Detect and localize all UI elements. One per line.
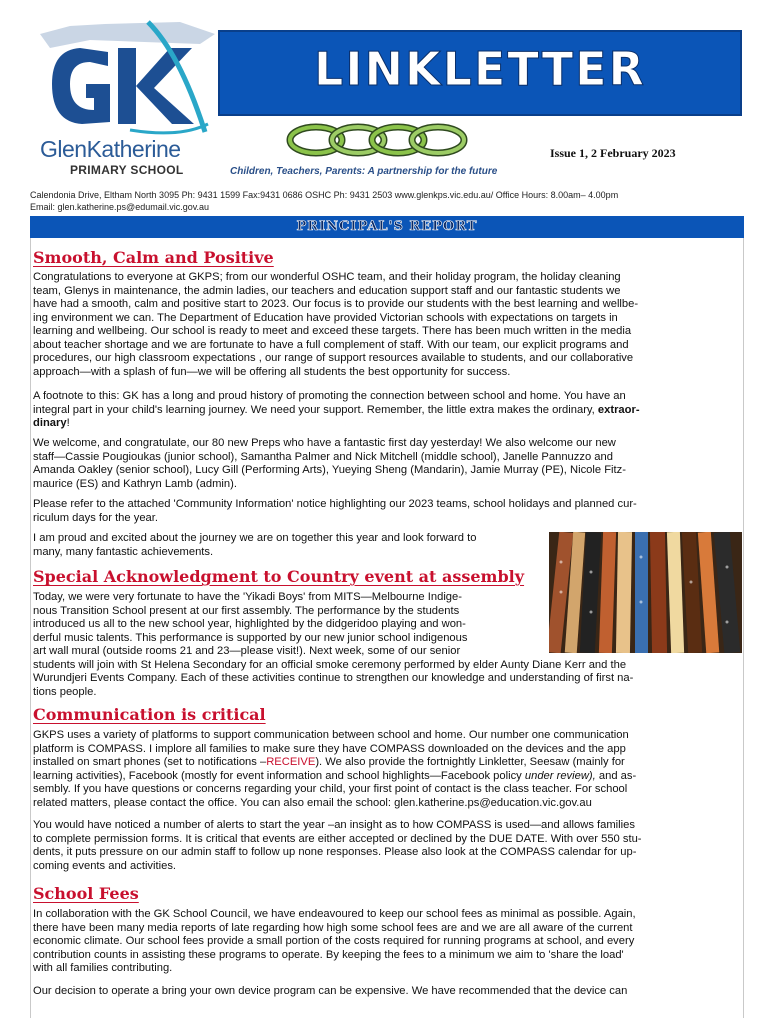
text-line: A footnote to this: GK has a long and proud history of promoting the connection between school and home. You have an — [33, 390, 626, 402]
text-line: art wall mural (outside rooms 21 and 23—please visit!). Next week, some of our senior — [33, 645, 461, 657]
email-line: Email: glen.katherine.ps@edumail.vic.gov.au — [30, 202, 210, 212]
section-title-bar — [30, 216, 744, 238]
paragraph — [33, 591, 725, 699]
text-line: derful music talents. This performance is supported by our new junior school indigenous — [33, 631, 468, 644]
text-line: procedures, our high classroom expectations , our range of support resources available to students, and our collaborative — [33, 352, 634, 364]
text-line: I am proud and excited about the journey we are on together this year and look forward to — [33, 532, 477, 544]
school-subtitle: PRIMARY SCHOOL — [70, 163, 184, 177]
paragraph — [33, 498, 725, 525]
paragraph — [33, 437, 725, 491]
text-line: GKPS uses a variety of platforms to support communication between school and home. Our number one communication — [33, 729, 629, 741]
text-line: related matters, please contact the office. You can also email the school: glen.katherine.ps@education.vic.gov.au — [33, 796, 592, 809]
text-line: team, Glenys in maintenance, the admin ladies, our teachers and education support staff and our fantastic students we — [33, 284, 621, 297]
text-line: to complete permission forms. It is critical that events are either accepted or declined by the DUE DATE. With over 550 stu- — [33, 832, 642, 845]
text-line: Today, we were very fortunate to have the 'Yikadi Boys' from MITS—Melbourne Indige- — [33, 591, 462, 603]
paragraph — [33, 908, 725, 976]
heading-smooth-calm: Smooth, Calm and Positive — [33, 248, 274, 267]
text-line: platform is COMPASS. I implore all families to make sure they have COMPASS downloaded on the devices and the app — [33, 742, 626, 755]
text-line — [33, 756, 725, 770]
text-line: tions people. — [33, 685, 97, 698]
text-line: maurice (ES) and Kathryn Lamb (admin). — [33, 477, 237, 490]
text-line: contribution counts in assisting these programs to operate. By keeping the fees to a minimum we aim to 'share the load' — [33, 948, 624, 961]
paragraph — [33, 532, 543, 559]
text-run: integral part in your child's learning journey. We need your support. Remember, the little extra makes the ordinary, — [33, 403, 598, 416]
text-line: We welcome, and congratulate, our 80 new Preps who have a fantastic first day yesterday! We also welcome our new — [33, 437, 616, 449]
receive-highlight: RECEIVE — [266, 756, 316, 768]
text-line: many, many fantastic achievements. — [33, 545, 214, 558]
text-line: dents, it puts pressure on our admin staff to follow up none responses. Please also look at the COMPASS calendar for up- — [33, 846, 637, 858]
text-line — [33, 404, 725, 418]
text-line — [33, 417, 725, 431]
paragraph — [33, 271, 725, 379]
paragraph — [33, 985, 725, 999]
text-line: Our decision to operate a bring your own device program can be expensive. We have recommended that the device can — [33, 985, 628, 997]
paragraph — [33, 390, 725, 431]
emphasis: dinary — [33, 417, 67, 429]
text-line: Please refer to the attached 'Community Information' notice highlighting our 2023 teams, school holidays and planned cur- — [33, 498, 637, 510]
text-line: economic climate. Our school fees provide a small portion of the costs required for running programs at school, and every — [33, 935, 635, 947]
text-line: introduced us all to the new school year, highlighted by the didgeridoo playing and won- — [33, 618, 466, 630]
text-line: coming events and activities. — [33, 859, 177, 872]
text-line: nous Transition School present at our first assembly. The performance by the students — [33, 604, 460, 617]
text-line: riculum days for the year. — [33, 511, 158, 524]
newsletter-title: LINKLETTER — [314, 42, 646, 96]
issue-date: Issue 1, 2 February 2023 — [550, 146, 676, 160]
text-line: Amanda Oakley (senior school), Lucy Gill (Performing Arts), Yueying Sheng (Mandarin), Jamie Murray (PE), Nicole Fitz- — [33, 464, 626, 476]
title-banner — [218, 30, 742, 116]
text-line: students will join with St Helena Secondary for an official smoke ceremony performed by elder Aunty Diane Kerr and the — [33, 658, 627, 671]
text-run: installed on smart phones (set to notifications – — [33, 756, 267, 768]
paragraph — [33, 729, 725, 810]
chain-link-icon — [286, 121, 468, 159]
text-run: ). We also provide the fortnightly Linkletter, Seesaw (mainly for — [315, 756, 625, 768]
section-title: PRINCIPAL'S REPORT — [296, 219, 478, 234]
text-line: Wurundjeri Events Company. Each of these activities continue to strengthen our knowledge and understanding of first na- — [33, 672, 634, 684]
text-line: learning and wellbeing. Our school is ready to meet and exceed these targets. There has been much written in the media — [33, 325, 632, 337]
emphasis: extraor- — [597, 403, 640, 416]
text-line: You would have noticed a number of alerts to start the year –an insight as to how COMPASS is used—and allows families — [33, 819, 635, 831]
text-line: In collaboration with the GK School Council, we have endeavoured to keep our school fees as minimal as possible. Again, — [33, 908, 636, 920]
heading-communication: Communication is critical — [33, 705, 266, 724]
text-line: staff—Cassie Pougioukas (junior school), Samantha Palmer and Nick Mitchell (middle school), Janelle Pannuzzo and — [33, 450, 613, 463]
contact-details — [30, 189, 618, 213]
text-run: ! — [66, 417, 70, 429]
text-line: sembly. If you have questions or concerns regarding your child, your first point of contact is the class teacher. For school — [33, 783, 628, 795]
text-line: approach—with a splash of fun—we will be offering all students the best opportunity for success. — [33, 365, 511, 378]
text-line: Congratulations to everyone at GKPS; from our wonderful OSHC team, and their holiday program, the holiday cleaning — [33, 271, 621, 283]
text-run: learning activities), Facebook (mostly for event information and school highlights—Facebook policy — [33, 769, 525, 782]
address-line: Calendonia Drive, Eltham North 3095 Ph: 9431 1599 Fax:9431 0686 OSHC Ph: 9431 2503 www.glenkps.vic.edu.au/ Office Hours: 8.00am– 4.00pm — [30, 190, 619, 200]
text-line — [33, 770, 725, 784]
text-line: about teacher shortage and we are fortunate to have a full complement of staff. With our team, our explicit programs and — [33, 338, 629, 351]
text-line: there have been many media reports of late regarding how high some school fees are and we are all aware of the current — [33, 921, 633, 934]
text-line: ing environment we can. The Department of Education have provided Victorian schools with expectations on targets in — [33, 311, 618, 324]
text-line: with all families contributing. — [33, 962, 173, 974]
tagline: Children, Teachers, Parents: A partnership for the future — [230, 166, 498, 177]
paragraph — [33, 819, 725, 873]
text-line: have had a smooth, calm and positive start to 2023. Our focus is to provide our students with the best learning and wellbe- — [33, 298, 639, 310]
heading-school-fees: School Fees — [33, 884, 139, 903]
school-name: GlenKatherine — [40, 136, 181, 162]
text-run: and as- — [595, 769, 637, 782]
italic-text: under review), — [524, 769, 596, 782]
heading-acknowledgment: Special Acknowledgment to Country event at assembly — [33, 567, 525, 586]
